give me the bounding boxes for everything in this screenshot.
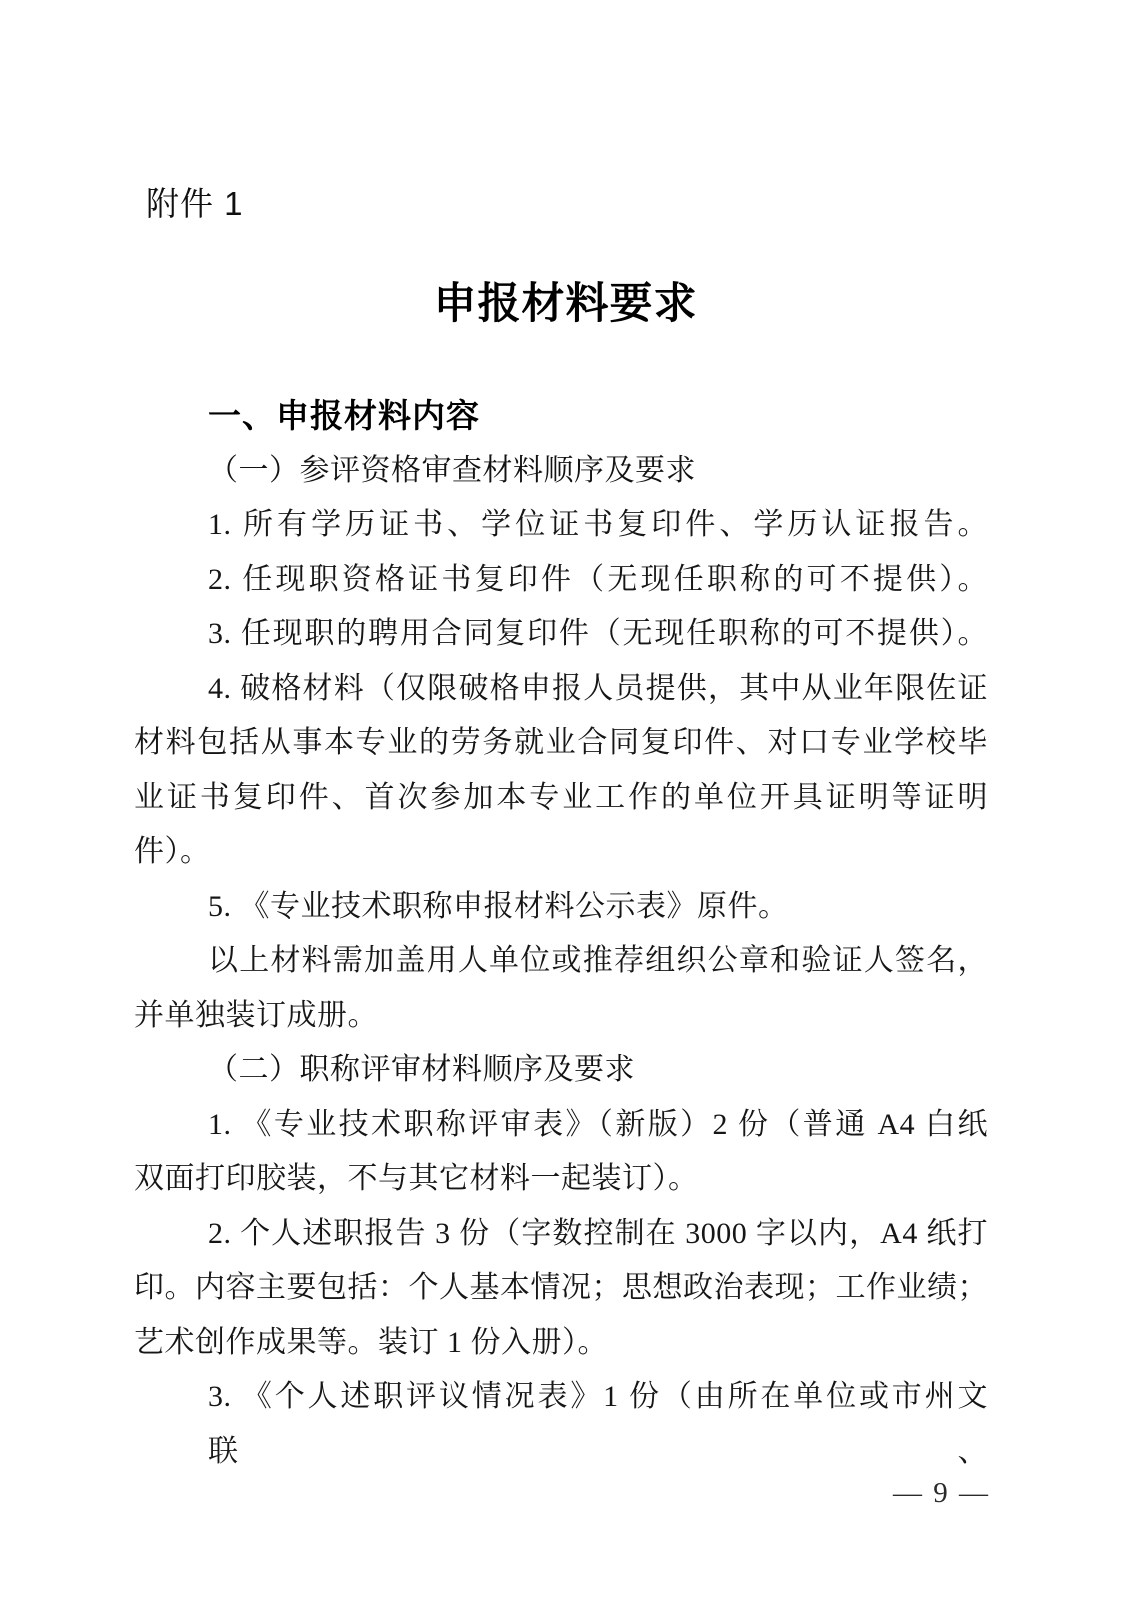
- text-line: 印。内容主要包括：个人基本情况；思想政治表现；工作业绩；: [134, 1271, 988, 1304]
- document-title: 申报材料要求: [433, 281, 698, 328]
- subsection-heading-2: （二）职称评审材料顺序及要求: [208, 1053, 635, 1086]
- text-line: 业证书复印件、首次参加本专业工作的单位开具证明等证明: [134, 780, 988, 814]
- subsection-heading-1: （一）参评资格审查材料顺序及要求: [208, 453, 696, 487]
- text-line: 艺术创作成果等。装订 1 份入册）。: [134, 1325, 608, 1359]
- text-line: 2. 任现职资格证书复印件（无现任职称的可不提供）。: [208, 562, 988, 596]
- text-line: 1. 《专业技术职称评审表》（新版）2 份（普通 A4 白纸: [208, 1107, 988, 1141]
- attachment-label: 附件 1: [146, 185, 244, 222]
- text-line: 3. 任现职的聘用合同复印件（无现任职称的可不提供）。: [208, 617, 988, 650]
- text-line: 1. 所有学历证书、学位证书复印件、学历认证报告。: [208, 508, 988, 541]
- text-line: 2. 个人述职报告 3 份（字数控制在 3000 字以内，A4 纸打: [208, 1216, 988, 1250]
- section-heading: 一、申报材料内容: [208, 397, 480, 434]
- page-number: — 9 —: [893, 1477, 990, 1509]
- text-line: 双面打印胶装，不与其它材料一起装订）。: [134, 1162, 699, 1195]
- text-line: 并单独装订成册。: [134, 998, 378, 1032]
- text-line: 5. 《专业技术职称申报材料公示表》原件。: [208, 889, 789, 923]
- text-line: 以上材料需加盖用人单位或推荐组织公章和验证人签名，: [208, 944, 988, 977]
- text-line: 件）。: [134, 835, 211, 868]
- document-body: [134, 389, 988, 1479]
- text-line: 4. 破格材料（仅限破格申报人员提供，其中从业年限佐证: [208, 671, 988, 705]
- text-line: 材料包括从事本专业的劳务就业合同复印件、对口专业学校毕: [134, 726, 988, 759]
- text-line: 3. 《个人述职评议情况表》1 份（由所在单位或市州文联、: [208, 1380, 988, 1468]
